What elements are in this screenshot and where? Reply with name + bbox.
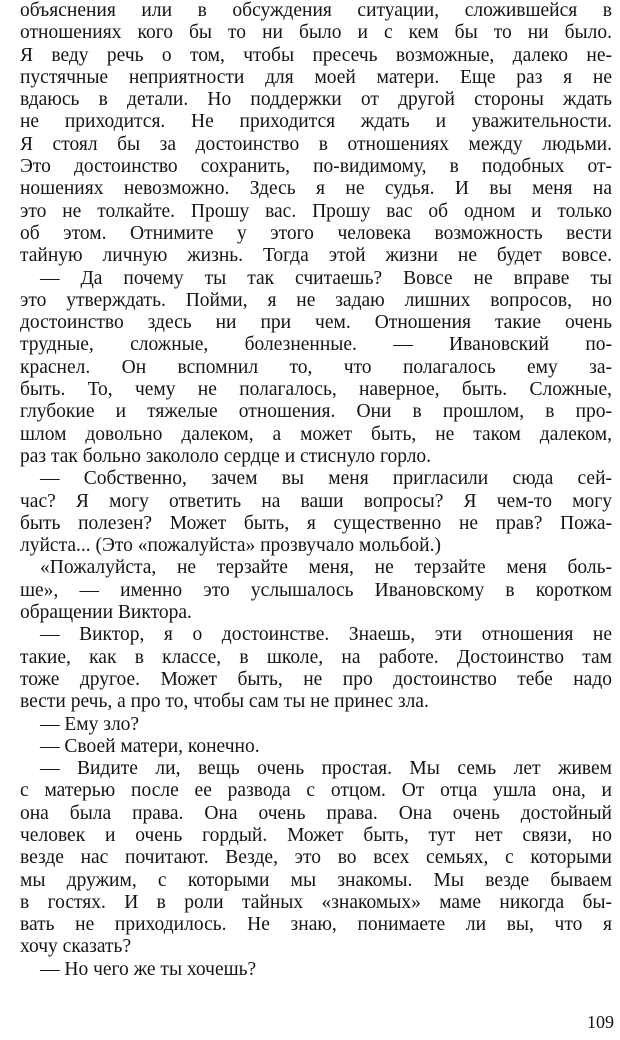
text-line: это утверждать. Пойми, я не задаю лишних вопросов, но — [20, 289, 612, 311]
text-line: не приходится. Не приходится ждать и уважительности. — [20, 111, 612, 133]
text-line: вать не приходилось. Не знаю, понимаете ли вы, что я — [20, 914, 612, 936]
text-line: шлом довольно далеком, а может быть, не таком далеком, — [20, 423, 612, 445]
text-line: достоинство здесь ни при чем. Отношения такие очень — [20, 312, 612, 334]
page-number: 109 — [587, 1012, 614, 1032]
text-line: тайную личную жизнь. Тогда этой жизни не будет вовсе. — [20, 245, 612, 267]
text-line: человек и очень гордый. Может быть, тут нет связи, но — [20, 824, 612, 846]
text-line: ше», — именно это услышалось Ивановскому в коротком — [20, 579, 612, 601]
text-line: глубокие и тяжелые отношения. Они в прошлом, в про- — [20, 401, 612, 423]
text-line: — Своей матери, конечно. — [40, 735, 260, 757]
book-page — [20, 0, 620, 1040]
text-line: она была права. Она очень права. Она очень достойный — [20, 802, 612, 824]
text-line: Я стоял бы за достоинство в отношениях между людьми. — [20, 133, 612, 155]
text-line: — Ему зло? — [40, 713, 140, 735]
text-line: везде нас почитают. Везде, это во всех семьях, с которыми — [20, 847, 612, 869]
text-line: Я веду речь о том, чтобы пресечь возможные, далеко не- — [20, 44, 612, 66]
page-text — [20, 0, 612, 981]
text-line: обращении Виктора. — [20, 602, 192, 624]
text-line: раз так больно закололо сердце и стиснуло горло. — [20, 445, 432, 467]
text-line: пустячные неприятности для моей матери. Еще раз я не — [20, 66, 612, 88]
text-line: быть. То, чему не полагалось, наверное, быть. Сложные, — [20, 379, 612, 401]
text-line: вести речь, а про то, чтобы сам ты не принес зла. — [20, 691, 429, 713]
text-line: мы дружим, с которыми мы знакомы. Мы везде бываем — [20, 869, 612, 891]
text-line: такие, как в классе, в школе, на работе. Достоинство там — [20, 646, 612, 668]
text-line: — Да почему ты так считаешь? Вовсе не вправе ты — [40, 267, 612, 289]
text-line: в гостях. И в роли тайных «знакомых» маме никогда бы- — [20, 891, 612, 913]
text-line: отношениях кого бы то ни было и с кем бы то ни было. — [20, 22, 612, 44]
text-line: — Видите ли, вещь очень простая. Мы семь лет живем — [40, 758, 612, 780]
text-line: вдаюсь в детали. Но поддержки от другой стороны ждать — [20, 89, 612, 111]
text-line: объяснения или в обсуждения ситуации, сложившейся в — [20, 0, 612, 21]
text-line: ношениях невозможно. Здесь я не судья. И вы меня на — [20, 178, 612, 200]
text-line: луйста... (Это «пожалуйста» прозвучало мольбой.) — [20, 535, 441, 557]
text-line: тоже другое. Может быть, не про достоинство тебе надо — [20, 668, 612, 690]
text-line: с матерью после ее развода с отцом. От отца ушла она, и — [20, 780, 612, 802]
text-line: об этом. Отнимите у этого человека возможность вести — [20, 222, 612, 244]
text-line: трудные, сложные, болезненные. — Ивановский по- — [20, 334, 612, 356]
text-line: это не толкайте. Прошу вас. Прошу вас об одном и только — [20, 200, 612, 222]
text-line: краснел. Он вспомнил то, что полагалось ему за- — [20, 356, 612, 378]
text-line: час? Я могу ответить на ваши вопросы? Я чем-то могу — [20, 490, 612, 512]
text-line: — Собственно, зачем вы меня пригласили сюда сей- — [40, 468, 612, 490]
text-line: хочу сказать? — [20, 936, 132, 958]
text-line: быть полезен? Может быть, я существенно не прав? Пожа- — [20, 512, 612, 534]
text-line: — Но чего же ты хочешь? — [40, 958, 257, 980]
text-line: Это достоинство сохранить, по-видимому, в подобных от- — [20, 156, 612, 178]
text-line: «Пожалуйста, не терзайте меня, не терзайте меня боль- — [40, 557, 612, 579]
text-line: — Виктор, я о достоинстве. Знаешь, эти отношения не — [40, 624, 612, 646]
